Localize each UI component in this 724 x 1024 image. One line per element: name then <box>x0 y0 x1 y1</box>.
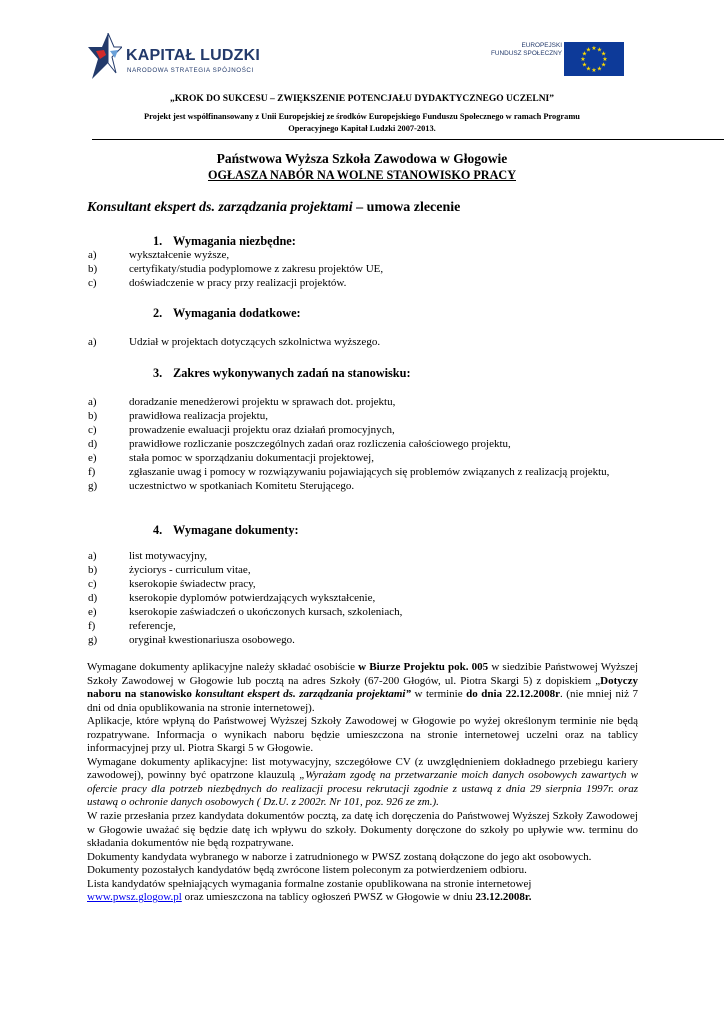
header-divider <box>92 139 724 140</box>
requirements-list <box>88 248 638 290</box>
application-instructions <box>87 661 638 905</box>
list-item: a) doradzanie menedżerowi projektu w sprawach dot. projektu, <box>88 396 396 408</box>
position-name: Konsultant ekspert ds. zarządzania projektami <box>87 200 353 215</box>
list-item: a) list motywacyjny, <box>88 550 208 562</box>
eu-star-icon: ★ <box>596 47 603 54</box>
project-cofinancing <box>100 111 624 135</box>
eu-star-icon: ★ <box>585 66 592 73</box>
university-website-link[interactable]: www.pwsz.glogow.pl <box>87 891 182 904</box>
list-item: c) doświadczenie w pracy przy realizacji projektów. <box>88 277 347 289</box>
kapital-ludzki-logo <box>88 33 288 83</box>
additional-requirements-list <box>88 335 638 349</box>
eu-star-icon: ★ <box>585 47 592 54</box>
paragraph: W razie przesłania przez kandydata dokumentów pocztą, za datę ich doręczenia do Państwowej Wyższej Szkoły Zawodowej w Głogowie uważać się będzie datę ich wpływu do szkoły. Dokumenty doręczone do szkoły po upływie ww. terminu do składania dokumentów nie będą rozpatrywane. <box>87 810 638 850</box>
eu-star-icon: ★ <box>596 66 603 73</box>
cofin-line-2: Operacyjnego Kapitał Ludzki 2007-2013. <box>288 124 436 133</box>
efs-line-1: EUROPEJSKI <box>521 42 562 49</box>
list-item: d) kserokopie dyplomów potwierdzających wykształcenie, <box>88 592 376 604</box>
eu-star-icon: ★ <box>591 68 597 74</box>
paragraph: Dokumenty kandydata wybranego w naborze i zatrudnionego w PWSZ zostaną dołączone do jego akt osobowych. <box>87 850 592 863</box>
position-title <box>87 200 460 216</box>
paragraph: Wymagane dokumenty aplikacyjne należy składać osobiście w Biurze Projektu pok. 005 w siedzibie Państwowej Wyższej Szkoły Zawodowej w Głogowie lub pocztą na adres Szkoły (67-200 Głogów, ul. Piotra Skargi 5) z dopiskiem „Dotyczy naboru na stanowisko konsultant ekspert ds. zarządzania projektami” w terminie do dnia 22.12.2008r. (nie mniej niż 7 dni od dnia opublikowania na stronie internetowej). <box>87 661 638 714</box>
position-contract: – umowa zlecenie <box>352 200 461 215</box>
eu-star-icon: ★ <box>591 46 597 52</box>
announcement-heading: OGŁASZA NABÓR NA WOLNE STANOWISKO PRACY <box>207 168 516 182</box>
eu-star-icon: ★ <box>600 51 607 58</box>
list-item: a) wykształcenie wyższe, <box>88 249 230 261</box>
paragraph: www.pwsz.glogow.pl oraz umieszczona na tablicy ogłoszeń PWSZ w Głogowie w dniu 23.12.2008r. <box>87 891 532 904</box>
paragraph: Wymagane dokumenty aplikacyjne: list motywacyjny, szczegółowe CV (z uwzględnieniem dokładnego przebiegu kariery zawodowej), powinny być opatrzone klauzulą „Wyrażam zgodę na przetwarzanie moich danych osobowych zawartych w ofercie pracy dla potrzeb niezbędnych do realizacji procesu rekrutacji zgodnie z ustawą z dnia 29 sierpnia 1997r. oraz ustawą o ochronie danych osobowych ( Dz.U. z 2002r. Nr 101, poz. 926 ze zm.). <box>87 755 638 809</box>
school-name: Państwowa Wyższa Szkoła Zawodowa w Głogowie <box>216 151 508 166</box>
paragraph: Aplikacje, które wpłyną do Państwowej Wyższej Szkoły Zawodowej w Głogowie po wyżej określonym terminie nie będą rozpatrywane. Informacja o wynikach naboru będzie umieszczona na stronie internetowej uczelni oraz na tablicy informacyjnej przy ul. Piotra Skargi 5 w Głogowie. <box>87 715 638 755</box>
section-heading: 2. Wymagania dodatkowe: <box>153 306 301 320</box>
eu-star-icon: ★ <box>580 57 586 63</box>
logo-title: KAPITAŁ LUDZKI <box>126 47 261 64</box>
list-item: e) kserokopie zaświadczeń o ukończonych kursach, szkoleniach, <box>88 606 403 618</box>
eu-star-icon: ★ <box>602 57 608 63</box>
logo-subtitle: NARODOWA STRATEGIA SPÓJNOŚCI <box>127 67 254 74</box>
section-heading: 3. Zakres wykonywanych zadań na stanowisku: <box>153 366 411 380</box>
list-item: e) stała pomoc w sporządzaniu dokumentacji projektowej, <box>88 452 374 464</box>
project-title: „KROK DO SUKCESU – ZWIĘKSZENIE POTENCJAŁU DYDAKTYCZNEGO UCZELNI” <box>169 94 555 104</box>
list-item: b) certyfikaty/studia podyplomowe z zakresu projektów UE, <box>88 263 384 275</box>
kapital-ludzki-star-icon <box>88 33 122 81</box>
eu-star-icon: ★ <box>600 62 607 69</box>
duties-list <box>88 395 638 493</box>
list-item: f) referencje, <box>88 620 176 632</box>
cofin-line-1: Projekt jest współfinansowany z Unii Europejskiej ze środków Europejskiego Funduszu Społecznego w ramach Programu <box>144 112 580 121</box>
list-item: g) oryginał kwestionariusza osobowego. <box>88 634 295 646</box>
list-item: g) uczestnictwo w spotkaniach Komitetu Sterującego. <box>88 480 355 492</box>
eu-star-icon: ★ <box>581 62 588 69</box>
list-item: d) prawidłowe rozliczanie poszczególnych zadań oraz rozliczenia całościowego projektu, <box>88 438 511 450</box>
list-item: c) prowadzenie ewaluacji projektu oraz działań promocyjnych, <box>88 424 395 436</box>
list-item: c) kserokopie świadectw pracy, <box>88 578 256 590</box>
list-item: f) zgłaszanie uwag i pomocy w rozwiązywaniu pojawiających się problemów związanych z realizacją projektu, <box>88 466 610 478</box>
section-heading: 1. Wymagania niezbędne: <box>153 234 296 248</box>
paragraph: Lista kandydatów spełniających wymagania formalne zostanie opublikowana na stronie internetowej <box>87 877 532 890</box>
section-heading: 4. Wymagane dokumenty: <box>153 523 299 537</box>
efs-line-2: FUNDUSZ SPOŁECZNY <box>490 50 562 57</box>
paragraph: Dokumenty pozostałych kandydatów będą zwrócone listem poleconym za potwierdzeniem odbioru. <box>87 864 527 877</box>
eu-flag-icon <box>564 42 624 76</box>
list-item: b) prawidłowa realizacja projektu, <box>88 410 268 422</box>
documents-list <box>88 549 638 647</box>
list-item: b) życiorys - curriculum vitae, <box>88 564 251 576</box>
list-item: a) Udział w projektach dotyczących szkolnictwa wyższego. <box>88 336 381 348</box>
efs-logo-text <box>476 42 562 58</box>
eu-star-icon: ★ <box>581 51 588 58</box>
